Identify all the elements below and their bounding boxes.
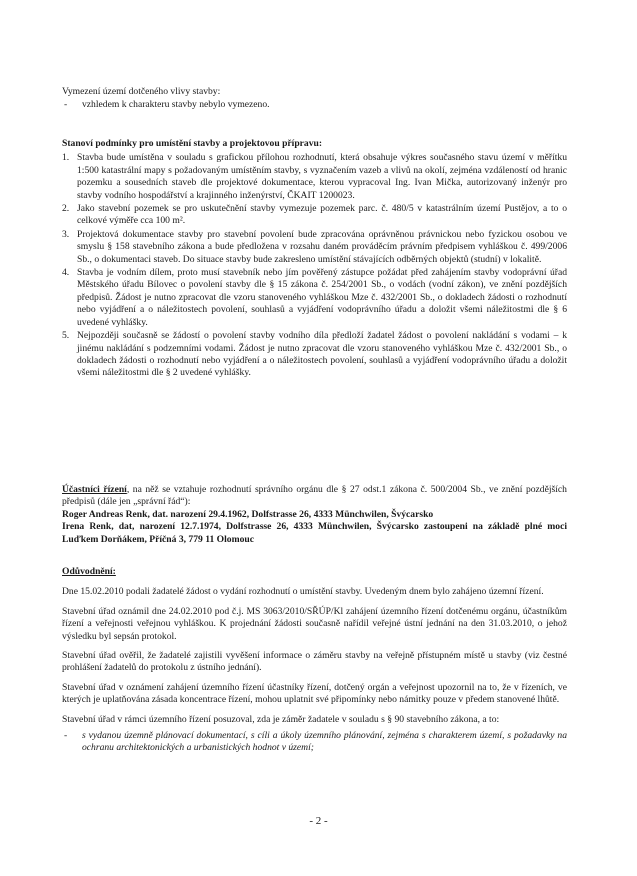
- impact-heading: Vymezení území dotčeného vlivy stavby:: [62, 86, 221, 97]
- reasoning-bullet-text: s vydanou územně plánovací dokumentací, s cíli a úkoly územního plánování, zejména s charakterem území, s požadavky na ochranu architektonických a urbanistických hodnot v území;: [82, 730, 567, 754]
- page-number: - 2 -: [309, 815, 328, 827]
- condition-number: 3.: [62, 228, 70, 240]
- reasoning-paragraph: Dne 15.02.2010 podali žadatelé žádost o vydání rozhodnutí o umístění stavby. Uvedeným dnem bylo zahájeno územní řízení.: [62, 586, 544, 598]
- conditions-heading: Stanoví podmínky pro umístění stavby a projektovou přípravu:: [62, 138, 323, 149]
- condition-text: Projektová dokumentace stavby pro stavební povolení bude zpracována oprávněnou právnickou nebo fyzickou osobou ve smyslu § 158 stavebního zákona a bude předložena v rozsahu daném prováděcím právním předpisem vyhláškou č. 499/2006 Sb., o dokumentaci staveb. Do situace stavby bude zakresleno umístění stávajících odběrných objektů (studní) v lokalitě.: [77, 228, 567, 265]
- condition-text: Nejpozději současně se žádostí o povolení stavby vodního díla předloží žadatel žádost o povolení nakládání s vodami – k jinému nakládání s podzemními vodami. Žádost je nutno zpracovat dle vzoru stanoveného vyhláškou Mze č. 432/2001 Sb., o dokladech žádosti o rozhodnutí nebo vyjádření a o náležitostech povolení, souhlasů a vyjádření vodoprávního úřadu a doložit všemi náležitostmi dle § 2 uvedené vyhlášky.: [77, 330, 567, 379]
- dash-marker: -: [64, 99, 68, 111]
- participant-2: Irena Renk, dat, narození 12.7.1974, Dolfstrasse 26, 4333 Münchwilen, Švýcarsko zastoupeni na základě plné moci Luďkem Dorňákem, Příčná 3, 779 11 Olomouc: [62, 521, 567, 545]
- condition-number: 2.: [62, 203, 70, 215]
- reasoning-heading: Odůvodnění:: [62, 566, 116, 577]
- condition-text: Stavba bude umístěna v souladu s grafickou přílohou rozhodnutí, která obsahuje výkres současného stavu území v měřítku 1:500 katastrální mapy s požadovaným umístěním stavby, s vyznačením vazeb a vlivů na okolí, zejména vzdáleností od hranic pozemku a sousedních staveb dle projektové dokumentace, kterou vypracoval Ing. Ivan Mička, autorizovaný inženýr pro stavby vodního hospodářství a krajinného inženýrství, ČKAIT 1200023.: [77, 152, 567, 201]
- reasoning-bullet: [62, 730, 567, 755]
- participant-1: Roger Andreas Renk, dat. narození 29.4.1962, Dolfstrasse 26, 4333 Münchwilen, Švýcarsko: [62, 508, 434, 520]
- reasoning-paragraph: Stavební úřad v oznámení zahájení územního řízení účastníky řízení, dotčený orgán a veřejnost upozornil na to, že v řízeních, ve kterých je uplatňována zásada koncentrace řízení, mohou uplatnit své připomínky nebo námitky pouze v předem stanovené lhůtě.: [62, 681, 567, 706]
- participants-intro-paragraph: [62, 484, 567, 509]
- condition-number: 5.: [62, 330, 70, 342]
- participants-intro: , na něž se vztahuje rozhodnutí správního orgánu dle § 27 odst.1 zákona č. 500/2004 Sb., ve znění pozdějších předpisů (dále jen „správní řád“):: [62, 484, 567, 508]
- condition-item: [62, 203, 567, 228]
- condition-text: Stavba je vodním dílem, proto musí stavebník nebo jím pověřený zástupce požádat před zahájením stavby vodoprávní úřad Městského úřadu Bílovec o povolení stavby dle § 15 zákona č. 254/2001 Sb., o vodách (vodní zákon), ve znění pozdějších předpisů. Žádost je nutno zpracovat dle vzoru stanoveného vyhláškou Mze č. 432/2001 Sb., o dokladech žádosti o rozhodnutí nebo vyjádření a o náležitostech povolení, souhlasů a vyjádření vodoprávního úřadu a doložit všemi náležitostmi dle § 6 uvedené vyhlášky.: [77, 267, 567, 328]
- conditions-section: [62, 138, 567, 380]
- condition-text: Jako stavební pozemek se pro uskutečnění stavby vymezuje pozemek parc. č. 480/5 v katastrálním území Pustějov, a to o celkové výměře cca 100 m².: [77, 203, 567, 227]
- condition-item: [62, 267, 567, 329]
- reasoning-section: [62, 566, 567, 755]
- impact-bullet: [62, 99, 567, 111]
- impact-bullet-text: vzhledem k charakteru stavby nebylo vymezeno.: [82, 99, 270, 111]
- impact-section: [62, 86, 567, 112]
- condition-item: [62, 229, 567, 266]
- reasoning-paragraph: Stavební úřad ověřil, že žadatelé zajistili vyvěšení informace o záměru stavby na veřejně přístupném místě u stavby (viz čestné prohlášení žadatelů do protokolu z ústního jednání).: [62, 650, 567, 674]
- condition-item: [62, 152, 567, 202]
- dash-marker: -: [64, 730, 68, 742]
- condition-number: 4.: [62, 267, 70, 279]
- reasoning-paragraph: Stavební úřad v rámci územního řízení posuzoval, zda je záměr žadatele v souladu s § 90 stavebního zákona, a to:: [62, 713, 500, 725]
- participants-heading: Účastníci řízení: [62, 484, 127, 495]
- condition-number: 1.: [62, 152, 70, 164]
- participants-section: [62, 484, 567, 546]
- reasoning-paragraph: Stavební úřad oznámil dne 24.02.2010 pod č.j. MS 3063/2010/SŘÚP/Kl zahájení územního řízení dotčenému orgánu, účastníkům řízení a veřejnosti veřejnou vyhláškou. K projednání žádosti současně nařídil veřejné ústní jednání na den 31.03.2010, o jehož výsledku byl sepsán protokol.: [62, 605, 567, 642]
- condition-item: [62, 330, 567, 380]
